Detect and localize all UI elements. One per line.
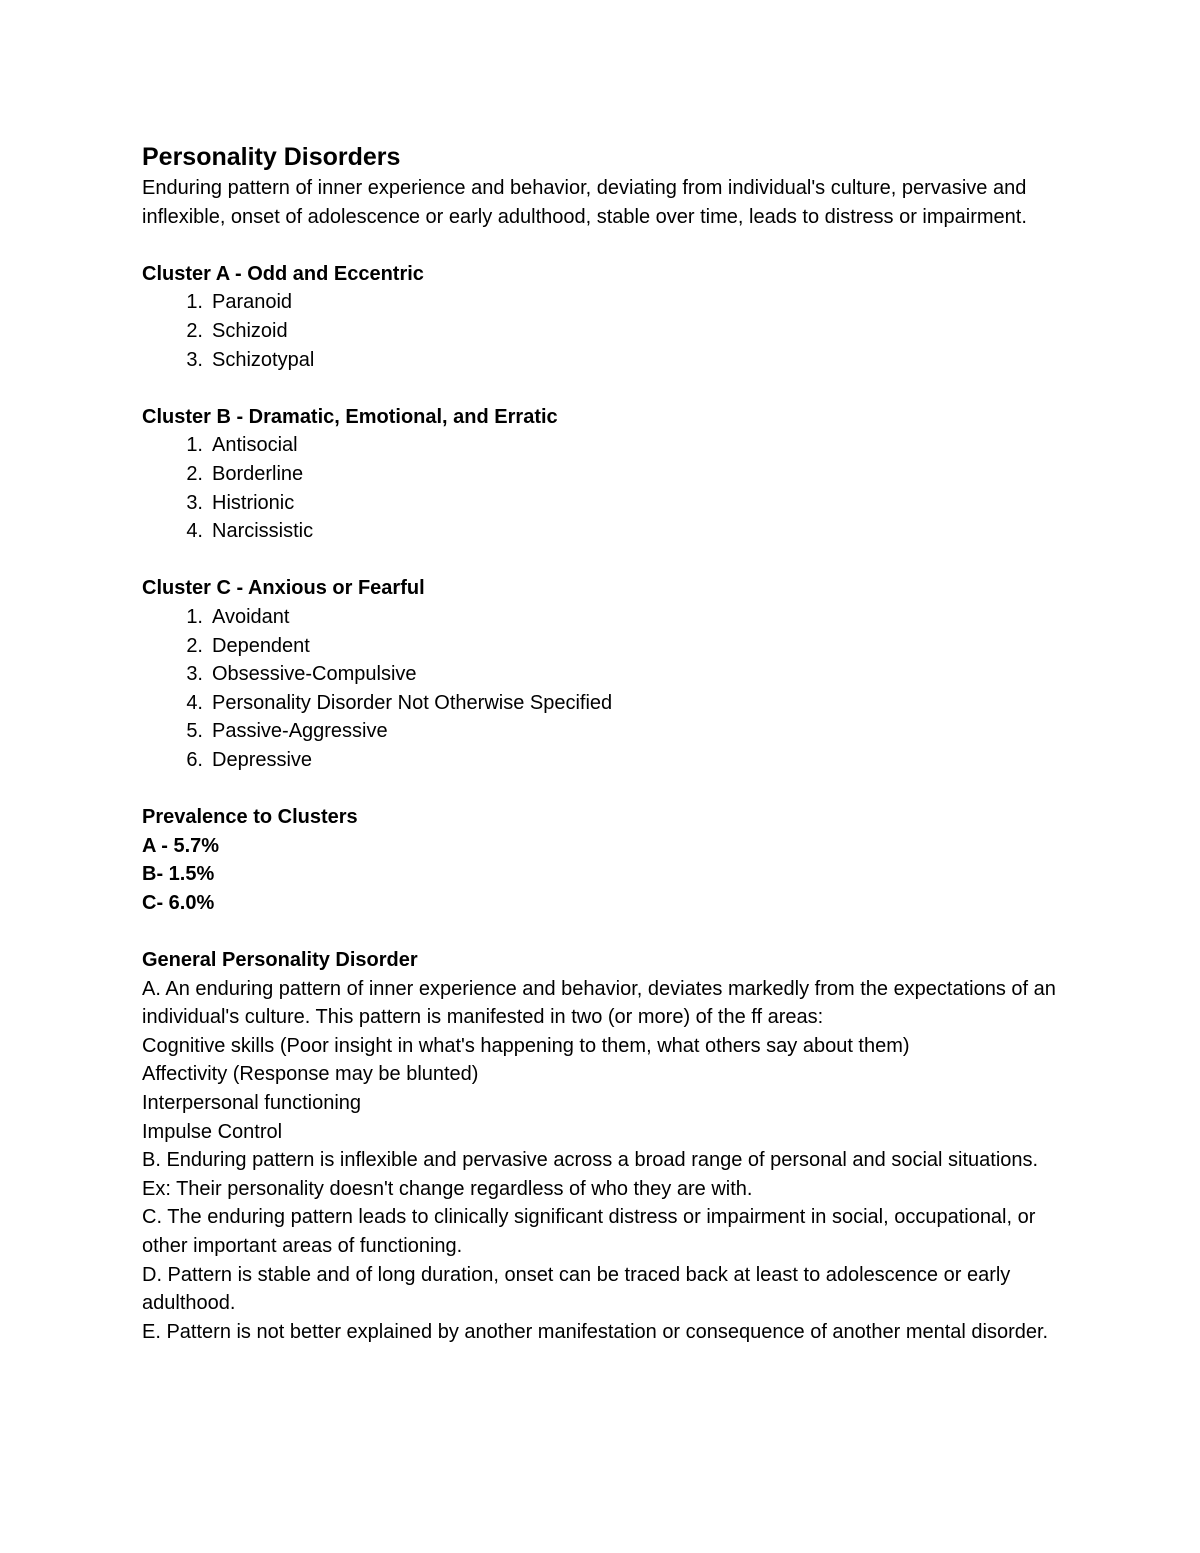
list-item xyxy=(142,603,1062,632)
document-page xyxy=(142,140,1062,1346)
list-number: 2. xyxy=(186,319,203,342)
prevalence-line: B- 1.5% xyxy=(142,863,215,886)
criterion-area: Cognitive skills (Poor insight in what's happening to them, what others say about them) xyxy=(142,1034,910,1057)
cluster-b-heading: Cluster B - Dramatic, Emotional, and Erratic xyxy=(142,405,558,428)
list-number: 4. xyxy=(186,520,203,543)
page-title: Personality Disorders xyxy=(142,143,401,171)
criterion-paragraph: A. An enduring pattern of inner experience and behavior, deviates markedly from the expectations of an individual's culture. This pattern is manifested in two (or more) of the ff areas: xyxy=(142,977,1056,1029)
list-number: 1. xyxy=(186,291,203,314)
criterion-paragraph: C. The enduring pattern leads to clinically significant distress or impairment in social, occupational, or other important areas of functioning. xyxy=(142,1206,1036,1257)
criterion-area: Interpersonal functioning xyxy=(142,1092,362,1114)
list-item-text: Histrionic xyxy=(212,491,295,514)
spacer xyxy=(142,774,1062,803)
list-number: 4. xyxy=(186,691,203,714)
list-item xyxy=(142,632,1062,661)
list-item-text: Narcissistic xyxy=(212,520,314,543)
list-number: 1. xyxy=(186,605,203,628)
prevalence-heading: Prevalence to Clusters xyxy=(142,806,358,829)
list-number: 2. xyxy=(186,462,203,485)
criterion-paragraph: E. Pattern is not better explained by another manifestation or consequence of another mental disorder. xyxy=(142,1320,1049,1343)
spacer xyxy=(142,546,1062,575)
list-item-text: Depressive xyxy=(212,748,313,771)
list-item-text: Paranoid xyxy=(212,291,293,314)
prevalence-line: A - 5.7% xyxy=(142,834,220,857)
list-item-text: Dependent xyxy=(212,634,310,657)
cluster-a-heading: Cluster A - Odd and Eccentric xyxy=(142,262,424,285)
list-number: 5. xyxy=(186,720,203,743)
list-item-text: Avoidant xyxy=(212,605,290,628)
list-number: 3. xyxy=(186,348,203,371)
list-item xyxy=(142,689,1062,718)
list-item xyxy=(142,317,1062,346)
criterion-area: Affectivity (Response may be blunted) xyxy=(142,1063,479,1086)
intro-paragraph: Enduring pattern of inner experience and behavior, deviating from individual's culture, pervasive and inflexible, onset of adolescence or early adulthood, stable over time, leads to distress or impairment. xyxy=(142,177,1027,228)
criterion-paragraph: B. Enduring pattern is inflexible and pervasive across a broad range of personal and social situations. Ex: Their personality doesn't change regardless of who they are with. xyxy=(142,1149,1039,1200)
list-number: 1. xyxy=(186,434,203,457)
spacer xyxy=(142,231,1062,260)
criterion-paragraph: D. Pattern is stable and of long duration, onset can be traced back at least to adolescence or early adulthood. xyxy=(142,1263,1011,1315)
list-item xyxy=(142,489,1062,518)
list-number: 2. xyxy=(186,634,203,657)
list-item xyxy=(142,431,1062,460)
cluster-c-list xyxy=(142,603,1062,775)
list-item xyxy=(142,288,1062,317)
spacer xyxy=(142,917,1062,946)
cluster-b-list xyxy=(142,431,1062,545)
prevalence-line: C- 6.0% xyxy=(142,891,215,914)
cluster-c-heading: Cluster C - Anxious or Fearful xyxy=(142,577,425,600)
criterion-area: Impulse Control xyxy=(142,1120,283,1143)
list-item xyxy=(142,660,1062,689)
list-item xyxy=(142,517,1062,546)
list-item-text: Obsessive-Compulsive xyxy=(212,663,417,686)
list-item xyxy=(142,746,1062,775)
list-item-text: Passive-Aggressive xyxy=(212,720,388,743)
list-item xyxy=(142,460,1062,489)
general-heading: General Personality Disorder xyxy=(142,949,418,972)
list-item-text: Schizotypal xyxy=(212,348,315,371)
list-item-text: Personality Disorder Not Otherwise Specified xyxy=(212,691,613,714)
cluster-a-list xyxy=(142,288,1062,374)
list-number: 6. xyxy=(186,748,203,771)
spacer xyxy=(142,374,1062,403)
list-number: 3. xyxy=(186,663,203,686)
list-item-text: Schizoid xyxy=(212,319,288,342)
list-item-text: Borderline xyxy=(212,462,304,485)
list-item-text: Antisocial xyxy=(212,434,298,457)
list-number: 3. xyxy=(186,491,203,514)
list-item xyxy=(142,717,1062,746)
list-item xyxy=(142,346,1062,375)
